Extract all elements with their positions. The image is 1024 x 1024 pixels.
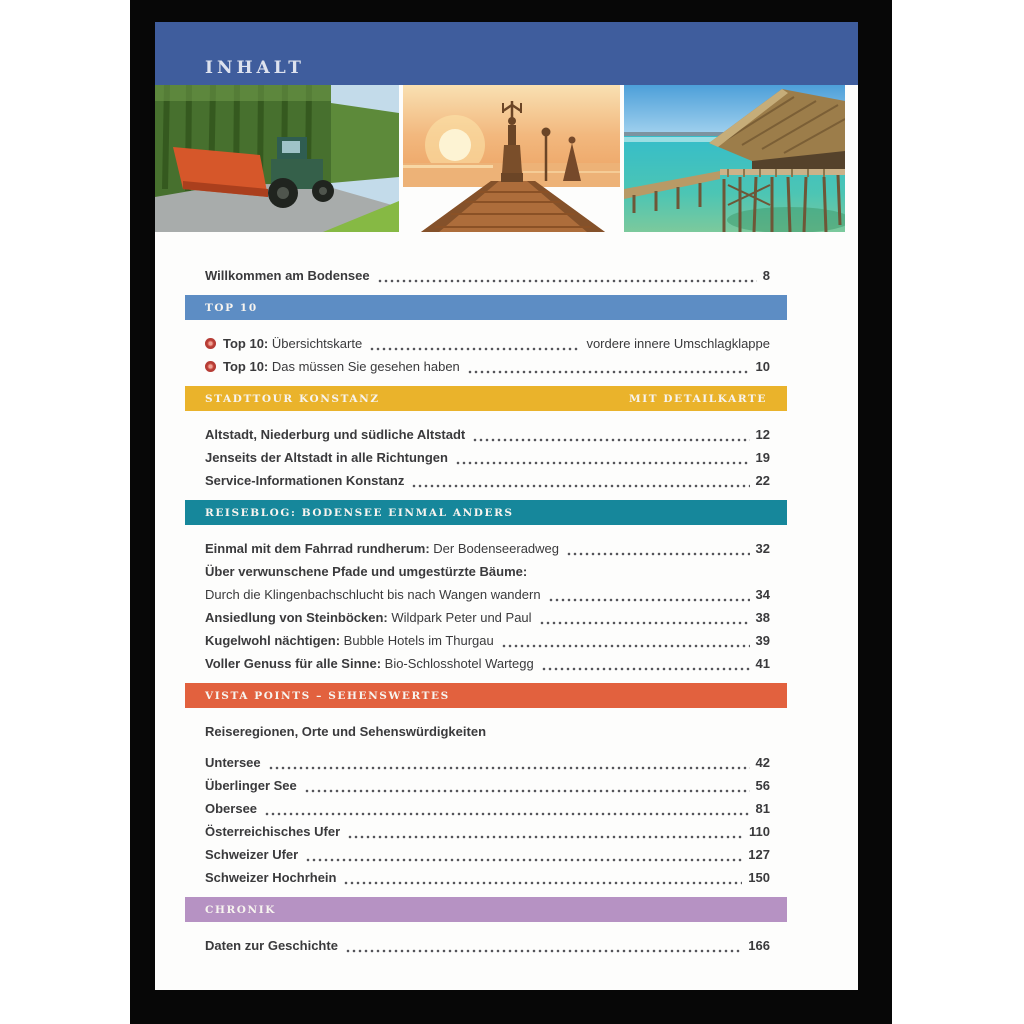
toc-entry: [185, 355, 787, 378]
toc-entry-title: Schweizer Hochrhein: [205, 870, 337, 885]
section-bar-label: REISEBLOG: BODENSEE EINMAL ANDERS: [205, 506, 514, 519]
toc-entry-title: Untersee: [205, 755, 261, 770]
toc-entry-title: Willkommen am Bodensee: [205, 268, 370, 283]
toc-entry: [185, 797, 787, 820]
toc-page-number: 10: [755, 359, 770, 374]
dotted-leader: [369, 347, 580, 351]
dotted-leader: [455, 461, 750, 465]
toc-entry-subtitle: Übersichtskarte: [268, 336, 363, 351]
dotted-leader: [347, 835, 743, 839]
toc-page-number: 12: [755, 427, 770, 442]
dotted-leader: [548, 598, 750, 602]
toc-entry: [185, 934, 787, 957]
toc-entry-subtitle: Das müssen Sie gesehen haben: [268, 359, 460, 374]
toc-entry-title: Ansiedlung von Steinböcken:: [205, 610, 388, 625]
toc-page-number: 41: [755, 656, 770, 671]
page-title: INHALT: [205, 58, 305, 78]
dotted-leader: [345, 949, 742, 953]
section-bar-chronik: [185, 897, 787, 922]
dotted-leader: [539, 621, 750, 625]
section-bar-label: VISTA POINTS – SEHENSWERTES: [205, 689, 450, 702]
toc-entry: [185, 629, 787, 652]
dotted-leader: [541, 667, 750, 671]
photo-strip: [155, 85, 858, 232]
toc-entry-title: Schweizer Ufer: [205, 847, 299, 862]
photo-imperia-pier-sunset: [403, 85, 620, 232]
toc-page-number: 81: [755, 801, 770, 816]
toc-entry-subtitle: Bubble Hotels im Thurgau: [340, 633, 494, 648]
table-of-contents: [185, 232, 787, 957]
toc-entry-title: Österreichisches Ufer: [205, 824, 341, 839]
toc-entry: [185, 423, 787, 446]
toc-entry-title: Obersee: [205, 801, 258, 816]
toc-entry-subtitle: Wildpark Peter und Paul: [387, 610, 532, 625]
dotted-leader: [377, 279, 757, 283]
section-bar-label: TOP 10: [205, 301, 258, 314]
toc-entry: [185, 537, 787, 560]
dotted-leader: [268, 766, 750, 770]
toc-entry: [185, 843, 787, 866]
section-bar-top10: [185, 295, 787, 320]
dotted-leader: [264, 812, 749, 816]
section-bar-reiseblog: [185, 500, 787, 525]
toc-page-reference: vordere innere Umschlagklappe: [586, 336, 770, 351]
dotted-leader: [501, 644, 750, 648]
toc-entry-continued: [185, 560, 787, 583]
toc-subheading: Reiseregionen, Orte und Sehenswürdigkeiten: [205, 724, 487, 739]
toc-entry: [185, 652, 787, 675]
toc-entry: [185, 751, 787, 774]
section-bar-vista-points: [185, 683, 787, 708]
toc-page-number: 19: [755, 450, 770, 465]
toc-entry: [185, 264, 787, 287]
section-bar-stadttour: [185, 386, 787, 411]
toc-page-number: 150: [748, 870, 770, 885]
toc-entry: [185, 469, 787, 492]
dotted-leader: [472, 438, 749, 442]
toc-entry: [185, 866, 787, 889]
dotted-leader: [343, 881, 742, 885]
toc-page-number: 110: [749, 824, 770, 839]
toc-page-number: 34: [755, 587, 770, 602]
top10-badge-icon: [205, 338, 216, 349]
dotted-leader: [566, 552, 750, 556]
toc-entry-subtitle: Der Bodenseeradweg: [429, 541, 560, 556]
section-bar-label: CHRONIK: [205, 903, 276, 916]
toc-entry-title: Voller Genuss für alle Sinne:: [205, 656, 382, 671]
toc-entry-title: Daten zur Geschichte: [205, 938, 338, 953]
photo-stilt-houses: [624, 85, 845, 232]
dotted-leader: [305, 858, 742, 862]
dotted-leader: [304, 789, 750, 793]
toc-page-number: 22: [755, 473, 770, 488]
toc-entry: [185, 820, 787, 843]
toc-page-number: 127: [748, 847, 770, 862]
toc-page-number: 32: [755, 541, 770, 556]
toc-page-number: 166: [748, 938, 770, 953]
toc-entry-title: Über verwunschene Pfade und umgestürzte Bäume:: [205, 564, 528, 579]
top10-badge-icon: [205, 361, 216, 372]
toc-entry: [185, 332, 787, 355]
toc-entry: [185, 583, 787, 606]
toc-page-number: 39: [755, 633, 770, 648]
toc-entry-title: Altstadt, Niederburg und südliche Altstadt: [205, 427, 466, 442]
toc-entry: [185, 774, 787, 797]
toc-page-number: 38: [755, 610, 770, 625]
page-header: [155, 22, 858, 85]
toc-page-number: 56: [755, 778, 770, 793]
toc-entry-title: Kugelwohl nächtigen:: [205, 633, 341, 648]
toc-entry-title: Top 10:: [223, 336, 269, 351]
dotted-leader: [467, 370, 750, 374]
toc-entry-title: Service-Informationen Konstanz: [205, 473, 405, 488]
section-bar-label: STADTTOUR KONSTANZ: [205, 392, 380, 405]
toc-entry-title: Überlinger See: [205, 778, 297, 793]
toc-entry-subtitle: Bio-Schlosshotel Wartegg: [381, 656, 534, 671]
toc-entry-title: Top 10:: [223, 359, 269, 374]
dotted-leader: [411, 484, 749, 488]
toc-entry: [185, 446, 787, 469]
toc-page-number: 42: [755, 755, 770, 770]
toc-page-number: 8: [762, 268, 770, 283]
toc-entry-title: Jenseits der Altstadt in alle Richtungen: [205, 450, 448, 465]
contents-page: [155, 22, 858, 990]
toc-entry-title: Einmal mit dem Fahrrad rundherum:: [205, 541, 430, 556]
section-bar-label-right: MIT DETAILKARTE: [629, 392, 767, 405]
photo-hop-field-tractor: [155, 85, 399, 232]
toc-entry-subtitle: Durch die Klingenbachschlucht bis nach Wangen wandern: [205, 587, 541, 602]
toc-entry: [185, 606, 787, 629]
